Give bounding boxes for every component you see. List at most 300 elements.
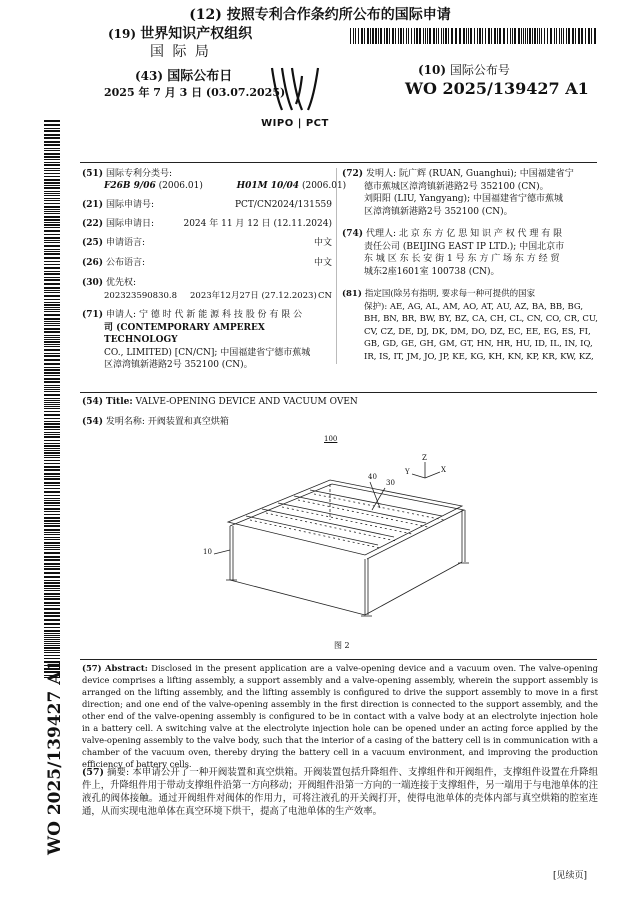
field-26-value: 中文: [313, 258, 332, 268]
barcode-bar: [44, 498, 60, 499]
barcode-bar: [497, 28, 498, 44]
applicant-line-4: 区漳湾镇新港路2号 352100 (CN)。: [104, 360, 253, 370]
barcode-bar: [44, 124, 60, 126]
barcode-bar: [44, 290, 60, 291]
barcode-bar: [44, 414, 60, 416]
barcode-bar: [44, 389, 60, 390]
barcode-bar: [44, 314, 60, 316]
barcode-bar: [44, 556, 60, 558]
barcode-bar: [44, 193, 60, 194]
barcode-bar: [44, 227, 60, 228]
barcode-bar: [44, 517, 60, 519]
barcode-bar: [463, 28, 465, 44]
abstract-zh-label: 摘要:: [107, 767, 130, 778]
barcode-bar: [44, 619, 60, 621]
field-71-code: (71): [82, 310, 104, 320]
barcode-bar: [350, 28, 351, 44]
pub-no: WO 2025/139427 A1: [405, 79, 589, 98]
barcode-bar: [44, 292, 60, 293]
barcode-bar: [44, 580, 60, 581]
barcode-bar: [44, 209, 60, 210]
barcode-bar: [44, 302, 60, 303]
field-26: [82, 257, 332, 270]
barcode-bar: [514, 28, 516, 44]
barcode-bar: [566, 28, 567, 44]
barcode-bar: [594, 28, 596, 44]
barcode-bar: [395, 28, 396, 44]
field-74: [342, 228, 598, 278]
vacuum-oven-drawing: [200, 430, 500, 660]
barcode-bar: [425, 28, 426, 44]
barcode-bar: [525, 28, 526, 44]
barcode-bar: [44, 440, 60, 441]
barcode-bar: [361, 28, 363, 44]
barcode-bar: [44, 529, 60, 531]
field-21-label: 国际申请号:: [106, 200, 155, 210]
title-zh-label: 发明名称:: [105, 417, 145, 427]
barcode-bar: [44, 596, 60, 597]
barcode-bar: [44, 309, 60, 310]
field-26-code: (26): [82, 258, 104, 268]
barcode-bar: [44, 307, 60, 308]
barcode-bar: [44, 452, 60, 454]
barcode-bar: [459, 28, 461, 44]
barcode-bar: [44, 394, 60, 396]
barcode-bar: [44, 436, 60, 438]
barcode-bar: [403, 28, 404, 44]
barcode-bar: [44, 249, 60, 250]
barcode-bar: [44, 331, 60, 333]
barcode-bar: [44, 251, 60, 252]
barcode-bar: [44, 198, 60, 199]
inventor-line-1: 发明人: 阮广辉 (RUAN, Guanghui); 中国福建省宁: [366, 169, 574, 179]
barcode-bar: [44, 381, 60, 383]
barcode-bar: [44, 612, 60, 614]
barcode-bar: [44, 568, 60, 570]
barcode-bar: [44, 605, 60, 606]
barcode-bar: [44, 230, 60, 232]
barcode-bar: [44, 598, 60, 600]
barcode-bar: [433, 28, 435, 44]
barcode-bar: [44, 566, 60, 567]
barcode-bar: [547, 28, 548, 44]
barcode-bar: [44, 211, 60, 212]
barcode-bar: [44, 426, 60, 428]
barcode-bar: [44, 375, 60, 376]
barcode-bar: [44, 323, 60, 324]
barcode-bar: [44, 318, 60, 320]
ipc-class-2: H01M 10/04: [236, 181, 300, 191]
designated-line-4: CV, CZ, DE, DJ, DK, DM, DO, DZ, EC, EE, EG, ES, FI,: [364, 326, 591, 337]
barcode-bar: [44, 572, 60, 574]
barcode-bar: [44, 590, 60, 591]
barcode-bar: [380, 28, 382, 44]
barcode-bar: [398, 28, 399, 44]
priority-date: 2023年12月27日 (27.12.2023): [190, 291, 317, 301]
applicant-line-1: 申请人: 宁 德 时 代 新 能 源 科 技 股 份 有 限 公: [106, 310, 303, 320]
designated-line-2: 保护): AE, AG, AL, AM, AO, AT, AU, AZ, BA, BB, BG,: [364, 301, 584, 312]
org-code: (19): [108, 27, 137, 41]
abstract-divider: [80, 659, 597, 660]
barcode-bar: [438, 28, 439, 44]
continued-note: [见续页]: [553, 871, 588, 881]
barcode-bar: [44, 164, 60, 166]
barcode-bar: [44, 608, 60, 610]
barcode-bar: [44, 585, 60, 587]
field-71: [82, 309, 334, 372]
barcode-bar: [572, 28, 574, 44]
agent-line-2: 责任公司 (BEIJING EAST IP LTD.); 中国北京市: [364, 241, 565, 252]
barcode-bar: [44, 367, 60, 368]
pub-date-label: 国际公布日: [167, 69, 233, 84]
barcode-bar: [44, 473, 60, 475]
field-51-values: [104, 180, 346, 193]
barcode-bar: [44, 545, 60, 546]
barcode-bar: [559, 28, 560, 44]
barcode-bar: [44, 455, 60, 456]
barcode-bar: [512, 28, 513, 44]
barcode-bar: [44, 261, 60, 262]
barcode-bar: [44, 234, 60, 235]
barcode-bar: [358, 28, 359, 44]
axis-x-label: X: [441, 466, 446, 474]
barcode-bar: [44, 460, 60, 461]
barcode-bar: [44, 311, 60, 312]
barcode-bar: [44, 421, 60, 422]
barcode-bar: [507, 28, 508, 44]
barcode-bar: [44, 520, 60, 522]
field-25: [82, 237, 332, 250]
barcode-bar: [44, 466, 60, 468]
barcode-bar: [375, 28, 377, 44]
field-72-code: (72): [342, 169, 364, 179]
barcode-bar: [44, 363, 60, 365]
barcode-bar: [44, 391, 60, 392]
barcode-bar: [44, 500, 60, 501]
applicant-line-2: 司 (CONTEMPORARY AMPEREX TECHNOLOGY: [104, 322, 265, 345]
abstract-en-text: Disclosed in the present application are a valve-opening device and a vacuum oven. The valve-opening device comprises a lifting assembly, a support assembly and a valve-opening assembly, wherein the support assembly is arranged on the lifting assembly, and the lifting assembly is configured to drive the support assembly to move in a first direction; and one end of the valve-opening assembly in the first direction is connected to the support assembly, and the other end of the valve-opening assembly is configured to be in contact with a valve body at an electrolyte injection hole in a battery cell. A switching valve at the electrolyte injection hole can be opened under an acting force applied by the valve-opening assembly to the valve body, such that the interior of a casing of the battery cell is in communication with a chamber of the vacuum oven, thereby drying the battery cell in a vacuum environment, and improving the production efficiency of battery cells.: [82, 663, 598, 769]
barcode-bar: [44, 130, 60, 132]
title-zh: [82, 416, 229, 429]
barcode-bar: [367, 28, 369, 44]
title-en-code: (54): [82, 397, 104, 407]
barcode-bar: [44, 478, 60, 480]
barcode-bar: [443, 28, 444, 44]
axis-y-label: Y: [405, 468, 410, 476]
barcode-bar: [44, 482, 60, 484]
barcode-bar: [499, 28, 501, 44]
barcode-bar: [423, 28, 424, 44]
barcode-bar: [482, 28, 483, 44]
barcode-bar: [44, 593, 60, 595]
field-25-value: 中文: [313, 238, 332, 248]
document-type-heading: (12) 按照专利合作条约所公布的国际申请: [189, 7, 451, 23]
barcode-bar: [44, 237, 60, 239]
barcode-bar: [44, 505, 60, 506]
barcode-bar: [44, 287, 60, 289]
barcode-bar: [44, 148, 60, 149]
field-26-label: 公布语言:: [106, 258, 146, 268]
field-51-code: (51): [82, 169, 104, 179]
barcode-bar: [588, 28, 590, 44]
barcode-bar: [427, 28, 428, 44]
barcode-bar: [44, 245, 60, 247]
barcode-bar: [44, 491, 60, 493]
barcode-bar: [541, 28, 542, 44]
designated-line-3: BH, BN, BR, BW, BY, BZ, CA, CH, CL, CN, CO, CR, CU,: [364, 314, 598, 324]
barcode-bar: [353, 28, 354, 44]
barcode-bar: [44, 267, 60, 269]
barcode-bar: [44, 537, 60, 538]
field-72: [342, 168, 598, 218]
barcode-bar: [556, 28, 557, 44]
barcode-bar: [400, 28, 402, 44]
barcode-bar: [44, 539, 60, 540]
barcode-bar: [44, 240, 60, 241]
barcode-bar: [44, 242, 60, 243]
barcode-bar: [44, 463, 60, 464]
barcode-bar: [561, 28, 562, 44]
barcode-bar: [534, 28, 536, 44]
barcode-bar: [44, 443, 60, 444]
barcode-bar: [470, 28, 472, 44]
barcode-bar: [44, 187, 60, 189]
barcode-bar: [477, 28, 478, 44]
barcode-bar: [550, 28, 552, 44]
barcode-bar: [591, 28, 592, 44]
barcode-bar: [44, 469, 60, 471]
pub-no-label: 国际公布号: [449, 63, 510, 77]
barcode-bar: [554, 28, 555, 44]
barcode-bar: [44, 206, 60, 208]
barcode-bar: [44, 182, 60, 184]
ref-10: 10: [203, 548, 212, 556]
field-22-label: 国际申请日:: [106, 219, 155, 229]
barcode-bar: [44, 185, 60, 186]
barcode-bar: [44, 279, 60, 281]
barcode-bar: [364, 28, 365, 44]
barcode-bar: [44, 508, 60, 510]
field-25-code: (25): [82, 238, 104, 248]
header-divider: [80, 162, 597, 163]
barcode-bar: [44, 150, 60, 151]
org-block: [108, 26, 252, 42]
barcode-bar: [44, 353, 60, 354]
ipc-class-1: F26B 9/06: [104, 181, 156, 191]
barcode-bar: [44, 137, 60, 139]
barcode-bar: [44, 304, 60, 306]
wipo-logo-text: WIPO | PCT: [261, 118, 329, 129]
barcode-bar: [44, 120, 60, 122]
barcode-bar: [44, 216, 60, 218]
field-74-code: (74): [342, 229, 364, 239]
barcode-bar: [527, 28, 528, 44]
barcode-bar: [510, 28, 511, 44]
barcode-bar: [44, 253, 60, 255]
barcode-bar: [44, 153, 60, 155]
barcode-bar: [44, 168, 60, 169]
barcode-bar: [436, 28, 437, 44]
barcode-bar: [585, 28, 586, 44]
barcode-bar: [44, 222, 60, 223]
barcode-bar: [44, 633, 60, 634]
barcode-bar: [372, 28, 374, 44]
barcode-bar: [455, 28, 457, 44]
barcode-bar: [44, 128, 60, 129]
barcode-bar: [44, 630, 60, 632]
barcode-bar: [44, 273, 60, 275]
barcode-bar: [44, 219, 60, 221]
abstract-en: [82, 662, 598, 770]
barcode-bar: [44, 387, 60, 388]
barcode-bar: [44, 404, 60, 405]
barcode-bar: [419, 28, 421, 44]
barcode-bar: [568, 28, 570, 44]
barcode-bar: [386, 28, 388, 44]
barcode-bar: [44, 532, 60, 533]
inventor-line-4: 区漳湾镇新港路2号 352100 (CN)。: [364, 206, 513, 217]
column-divider: [336, 168, 337, 364]
pub-date-block: [135, 68, 232, 85]
barcode-bar: [532, 28, 533, 44]
title-zh-text: 开阀装置和真空烘箱: [147, 417, 229, 427]
barcode-bar: [503, 28, 505, 44]
barcode-bar: [575, 28, 576, 44]
barcode-bar: [44, 385, 60, 386]
barcode-bar: [411, 28, 412, 44]
barcode-bar: [44, 156, 60, 158]
barcode-bar: [392, 28, 394, 44]
barcode-bar: [44, 141, 60, 143]
barcode-bar: [44, 378, 60, 380]
figure-caption: 图 2: [334, 641, 350, 650]
barcode-bar: [44, 448, 60, 449]
barcode-bar: [44, 203, 60, 204]
ipc-class-2-year: (2006.01): [301, 181, 347, 191]
title-en-label: Title:: [105, 397, 133, 407]
barcode-bar: [468, 28, 469, 44]
barcode-bar: [44, 173, 60, 174]
abstract-zh-code: (57): [82, 767, 104, 778]
barcode-bar: [529, 28, 531, 44]
barcode-bar: [44, 321, 60, 322]
barcode-bar: [44, 162, 60, 163]
field-22: [82, 218, 332, 231]
barcode-bar: [44, 511, 60, 512]
barcode-bar: [44, 341, 60, 343]
abstract-en-code: (57): [82, 663, 102, 673]
barcode-bar: [408, 28, 409, 44]
barcode-bar: [370, 28, 371, 44]
barcode-bar: [44, 534, 60, 535]
barcode-bar: [44, 588, 60, 589]
figure-area: [200, 430, 500, 660]
barcode-bar: [44, 349, 60, 351]
barcode-bar: [44, 337, 60, 338]
top-barcode: [350, 28, 598, 44]
barcode-bar: [44, 627, 60, 628]
barcode-bar: [485, 28, 486, 44]
barcode-bar: [44, 418, 60, 419]
barcode-bar: [44, 134, 60, 136]
field-51: [82, 168, 172, 181]
barcode-bar: [44, 213, 60, 214]
field-81-code: (81): [342, 289, 362, 299]
ref-30: 30: [386, 479, 395, 487]
barcode-bar: [406, 28, 407, 44]
barcode-bar: [44, 299, 60, 300]
barcode-bar: [44, 525, 60, 527]
barcode-bar: [44, 514, 60, 515]
barcode-bar: [44, 159, 60, 160]
title-en-text: VALVE-OPENING DEVICE AND VACUUM OVEN: [135, 397, 358, 407]
barcode-bar: [44, 423, 60, 425]
barcode-bar: [539, 28, 540, 44]
barcode-bar: [44, 339, 60, 340]
barcode-bar: [44, 495, 60, 496]
field-21-value: PCT/CN2024/131559: [234, 200, 332, 210]
barcode-bar: [414, 28, 415, 44]
field-22-code: (22): [82, 219, 104, 229]
abstract-en-label: Abstract:: [105, 663, 148, 673]
barcode-bar: [44, 623, 60, 625]
barcode-bar: [44, 170, 60, 171]
barcode-bar: [44, 457, 60, 458]
barcode-bar: [44, 264, 60, 265]
priority-row: [104, 290, 332, 303]
barcode-bar: [44, 408, 60, 409]
barcode-bar: [44, 277, 60, 278]
barcode-bar: [44, 502, 60, 504]
barcode-bar: [44, 257, 60, 259]
priority-number: 202323590830.8: [104, 291, 178, 301]
barcode-bar: [44, 559, 60, 561]
org-sub: 国 际 局: [150, 44, 211, 60]
barcode-bar: [544, 28, 545, 44]
priority-country: CN: [318, 291, 332, 301]
field-25-label: 申请语言:: [106, 238, 146, 248]
title-en: [82, 396, 358, 409]
barcode-bar: [44, 476, 60, 477]
barcode-bar: [389, 28, 390, 44]
wipo-logo: [260, 58, 330, 138]
barcode-bar: [44, 582, 60, 584]
barcode-bar: [523, 28, 524, 44]
barcode-bar: [488, 28, 490, 44]
barcode-bar: [44, 488, 60, 489]
barcode-bar: [44, 485, 60, 486]
barcode-bar: [44, 328, 60, 330]
barcode-bar: [537, 28, 538, 44]
barcode-bar: [44, 576, 60, 578]
pub-no-block: [418, 62, 510, 78]
designated-line-6: IR, IS, IT, JM, JO, JP, KE, KG, KH, KN, KP, KR, KW, KZ,: [364, 351, 594, 362]
barcode-bar: [494, 28, 496, 44]
designated-line-5: GB, GD, GE, GH, GM, GT, HN, HR, HU, ID, IL, IN, IQ,: [364, 339, 593, 349]
barcode-bar: [44, 144, 60, 146]
barcode-bar: [44, 563, 60, 565]
agent-line-1: 代理人: 北 京 东 方 亿 思 知 识 产 权 代 理 有 限: [366, 229, 563, 239]
field-22-value: 2024 年 11 月 12 日 (12.11.2024): [183, 219, 332, 229]
barcode-bar: [378, 28, 379, 44]
barcode-bar: [44, 200, 60, 201]
pub-no-code: (10): [418, 63, 447, 77]
barcode-bar: [429, 28, 431, 44]
barcode-bar: [445, 28, 447, 44]
field-81: [342, 288, 598, 363]
agent-line-4: 城东2座1601室 100738 (CN)。: [364, 266, 500, 277]
title-zh-code: (54): [82, 417, 104, 427]
